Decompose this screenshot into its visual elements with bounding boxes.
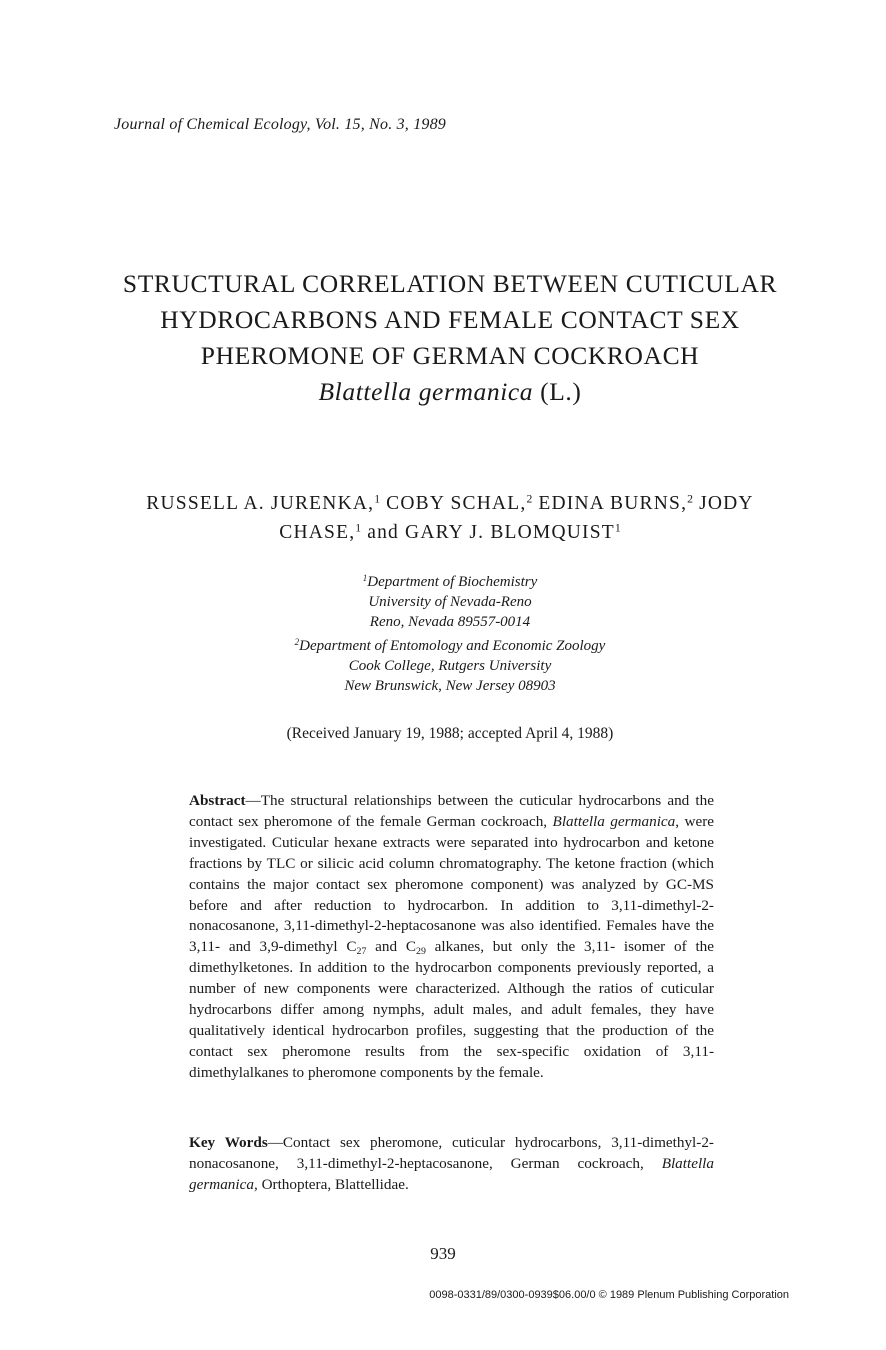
abstract xyxy=(189,791,714,1084)
author-name: RUSSELL A. JURENKA, xyxy=(146,493,375,514)
title-species: Blattella germanica xyxy=(318,377,534,406)
abstract-subscript: 27 xyxy=(356,946,367,958)
keywords-species: Blattella germanica xyxy=(189,1155,714,1193)
affiliation-address: Reno, Nevada 89557-0014 xyxy=(369,614,531,630)
affiliation-institution: University of Nevada-Reno xyxy=(368,594,532,610)
author-line xyxy=(90,489,810,518)
affiliation-mark: 2 xyxy=(294,637,300,648)
affiliation-mark: 1 xyxy=(362,573,368,584)
paper-title xyxy=(60,266,840,410)
title-line: HYDROCARBONS AND FEMALE CONTACT SEX xyxy=(160,305,740,334)
abstract-text: alkanes, but only the 3,11- isomer of the dimethylketones. In addition to the hydrocarbon components previously reported, a number of new components were characterized. Although the ratios of cuticular hydrocarbons differ among nymphs, adult males, and adult females, they have qualitatively identical hydrocarbon profiles, suggesting that the production of the contact sex pheromone results from the sex-specific oxidation of 3,11-dimethylalkanes to pheromone components by the female. xyxy=(189,938,714,1081)
author-line xyxy=(90,518,810,547)
keywords-text: , Orthoptera, Blattellidae. xyxy=(253,1176,409,1193)
title-authority: (L.) xyxy=(540,377,582,406)
author-name: and GARY J. BLOMQUIST xyxy=(367,522,615,543)
author-affiliation-mark: 2 xyxy=(687,492,693,506)
journal-citation: Journal of Chemical Ecology, Vol. 15, No. 3, 1989 xyxy=(114,116,446,133)
affiliation-dept-text: Department of Biochemistry xyxy=(367,574,538,590)
abstract-species: Blattella germanica xyxy=(552,812,676,830)
affiliation-1 xyxy=(150,572,750,632)
page-number: 939 xyxy=(430,1244,456,1263)
affiliation-dept xyxy=(150,572,750,592)
keywords xyxy=(189,1132,714,1195)
abstract-text: —The structural relationships between the cuticular hydrocarbons and the contact sex pheromone of the female German cockroach, xyxy=(189,792,714,830)
author-name: EDINA BURNS, xyxy=(538,493,688,514)
affiliation-dept-text: Department of Entomology and Economic Zoology xyxy=(299,638,606,654)
keywords-label: Key Words xyxy=(189,1134,268,1151)
abstract-subscript: 29 xyxy=(416,946,426,958)
abstract-text: , were investigated. Cuticular hexane extracts were separated into hydrocarbon and ketone fractions by TLC or silicic acid column chromatography. The ketone fraction (which contains the major contact sex pheromone component) was analyzed by GC-MS before and after reduction to hydrocarbon. In addition to 3,11-dimethyl-2-nonacosanone, 3,11-dimethyl-2-heptacosanone was also identified. Females have the 3,11- and 3,9-dimethyl C xyxy=(189,812,714,956)
abstract-label: Abstract xyxy=(189,792,246,809)
copyright-footer: 0098-0331/89/0300-0939$06.00/0 © 1989 Plenum Publishing Corporation xyxy=(429,1289,789,1301)
author-name: COBY SCHAL, xyxy=(386,493,527,514)
keywords-text: —Contact sex pheromone, cuticular hydrocarbons, 3,11-dimethyl-2-nonacosanone, 3,11-dimethyl-2-heptacosanone, German cockroach, xyxy=(189,1134,714,1172)
title-species-line xyxy=(60,374,840,410)
author-affiliation-mark: 1 xyxy=(374,492,381,506)
author-name: JODY xyxy=(699,493,754,514)
abstract-text: and C xyxy=(366,938,416,956)
affiliation-dept xyxy=(150,636,750,656)
author-affiliation-mark: 2 xyxy=(526,492,533,506)
author-affiliation-mark: 1 xyxy=(614,521,621,535)
affiliation-institution: Cook College, Rutgers University xyxy=(348,658,552,674)
author-affiliation-mark: 1 xyxy=(355,521,362,535)
affiliation-address: New Brunswick, New Jersey 08903 xyxy=(344,678,556,694)
received-dates: (Received January 19, 1988; accepted April 4, 1988) xyxy=(286,725,614,742)
title-line: STRUCTURAL CORRELATION BETWEEN CUTICULAR xyxy=(122,269,778,298)
author-list xyxy=(90,489,810,547)
title-line: PHEROMONE OF GERMAN COCKROACH xyxy=(200,341,700,370)
author-name-continued: CHASE, xyxy=(279,522,356,543)
affiliation-2 xyxy=(150,636,750,696)
